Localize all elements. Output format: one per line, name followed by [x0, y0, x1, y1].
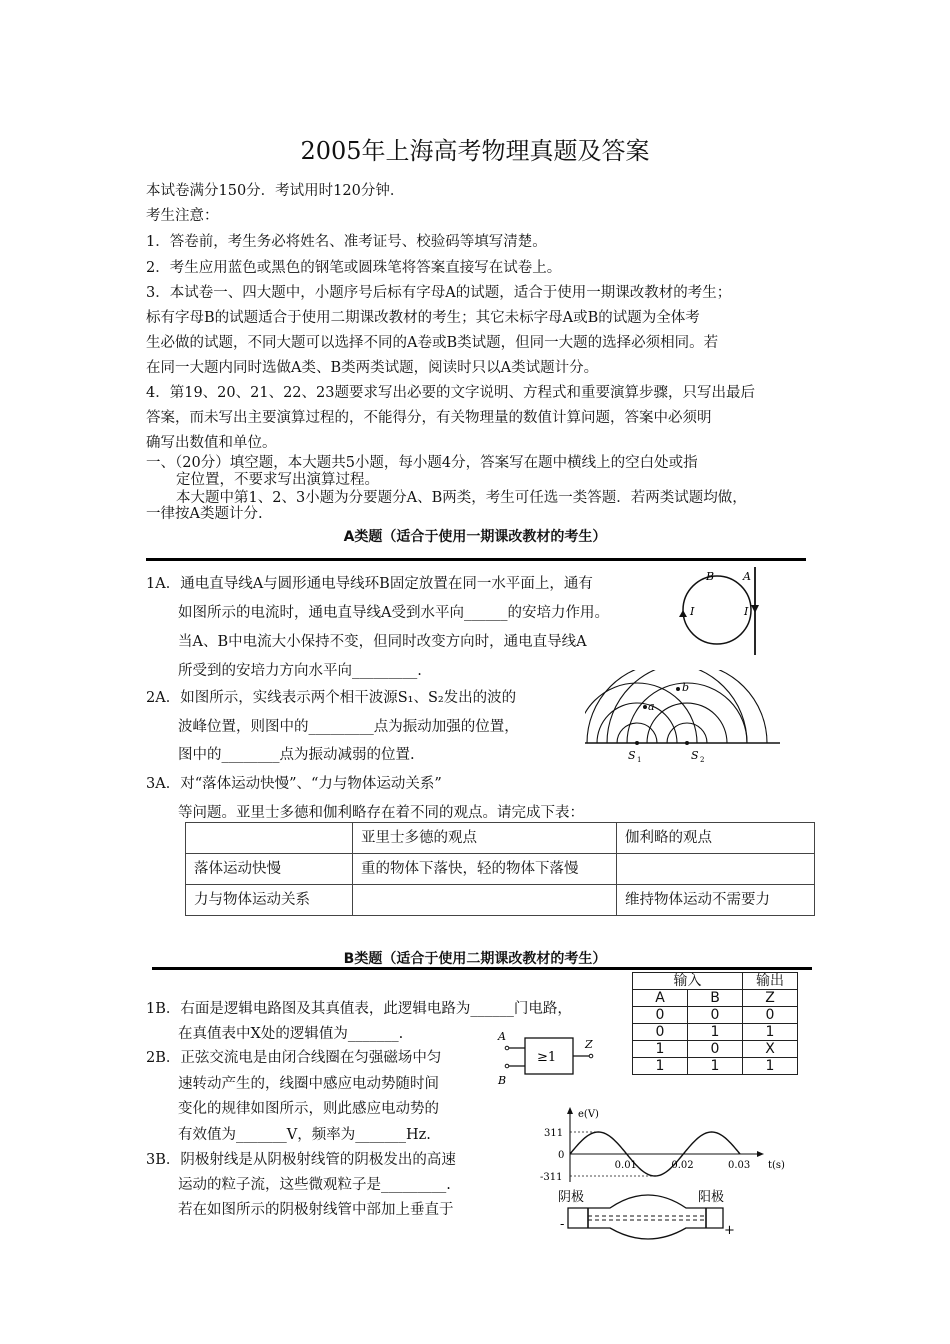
- q2b-line4: 有效值为_______V，频率为_______Hz.: [178, 1127, 431, 1143]
- gate-input-a: A: [498, 1030, 506, 1043]
- gate-symbol: ≥1: [537, 1050, 557, 1065]
- table-cell-aristotle-force-blank[interactable]: [353, 885, 617, 916]
- chart-y-axis-label: e(V): [578, 1109, 599, 1120]
- truth-col-b: B: [688, 990, 743, 1007]
- x-tick-label-1: 0.01: [614, 1160, 637, 1171]
- anode-plus-sign: +: [724, 1223, 735, 1238]
- section-a-heading: A类题（适合于使用一期课改教材的考生）: [343, 529, 607, 545]
- q2a-wave-figure: [585, 670, 780, 765]
- y-tick-label-max: 311: [544, 1128, 564, 1139]
- q2a-label-s1: S: [628, 749, 636, 762]
- gate-output-z: Z: [585, 1038, 593, 1051]
- table-cell: 0: [633, 1007, 688, 1024]
- part1-line1: 一、（20分）填空题，本大题共5小题，每小题4分，答案写在题中横线上的空白处或指: [146, 455, 698, 471]
- q3a-comparison-table: [185, 822, 815, 916]
- q1b-line1: 1B．右面是逻辑电路图及其真值表，此逻辑电路为______门电路，: [146, 1001, 572, 1017]
- q1a-label-a: A: [743, 570, 751, 583]
- notice-1: 1．答卷前，考生务必将姓名、准考证号、校验码等填写清楚。: [146, 234, 547, 250]
- table-cell-galileo-force: 维持物体运动不需要力: [617, 885, 815, 916]
- q2a-line2: 波峰位置，则图中的_________点为振动加强的位置，: [178, 719, 519, 735]
- y-tick-label-min: -311: [540, 1172, 563, 1183]
- x-tick-label-3: 0.03: [728, 1160, 751, 1171]
- ac-voltage-chart: [540, 1104, 790, 1186]
- table-cell: 1: [743, 1024, 798, 1041]
- table-cell: 1: [743, 1058, 798, 1075]
- notice-4a: 4．第19、20、21、22、23题要求写出必要的文字说明、方程式和重要演算步骤，只写出最后: [146, 385, 755, 401]
- q1a-label-i-wire: I: [744, 605, 749, 618]
- logic-gate-figure: [497, 1026, 609, 1090]
- part1-line2: 定位置，不要求写出演算过程。: [176, 472, 379, 488]
- table-cell: [186, 823, 353, 854]
- q3a-line2: 等问题。亚里士多德和伽利略存在着不同的观点。请完成下表：: [178, 805, 584, 821]
- table-cell: 1: [633, 1058, 688, 1075]
- table-cell-galileo-falling-blank[interactable]: [617, 854, 815, 885]
- section-b-rule: [152, 967, 812, 970]
- q1b-line2: 在真值表中X处的逻辑值为_______.: [178, 1026, 404, 1042]
- part1-line3: 本大题中第1、2、3小题为分要题分A、B两类，考生可任选一类答题．若两类试题均做，: [176, 490, 747, 506]
- intro-score: 本试卷满分150分．考试用时120分钟．: [146, 183, 405, 199]
- section-a-rule: [146, 558, 806, 561]
- table-cell: 1: [633, 1041, 688, 1058]
- table-row: [186, 854, 815, 885]
- q3b-line3: 若在如图所示的阴极射线管中部加上垂直于: [178, 1202, 454, 1218]
- notice-3b: 标有字母B的试题适合于使用二期课改教材的考生；其它未标字母A或B的试题为全体考: [146, 310, 700, 326]
- table-cell: 1: [688, 1058, 743, 1075]
- q2a-line1: 2A．如图所示，实线表示两个相干波源S₁、S₂发出的波的: [146, 690, 517, 706]
- table-cell: 0: [633, 1024, 688, 1041]
- q2a-label-s2: S: [691, 749, 699, 762]
- truth-col-a: A: [633, 990, 688, 1007]
- truth-col-z: Z: [743, 990, 798, 1007]
- notice-3c: 生必做的试题，不同大题可以选择不同的A卷或B类试题，但同一大题的选择必须相同。若: [146, 335, 719, 351]
- q3b-line2: 运动的粒子流，这些微观粒子是_________.: [178, 1177, 451, 1193]
- truth-output-head: 输出: [743, 973, 798, 990]
- y-tick-label-zero: 0: [558, 1150, 565, 1161]
- table-cell: 0: [688, 1007, 743, 1024]
- x-tick-label-2: 0.02: [671, 1160, 694, 1171]
- q2b-line3: 变化的规律如图所示，则此感应电动势的: [178, 1101, 439, 1117]
- table-cell: 1: [688, 1024, 743, 1041]
- q2a-line3: 图中的________点为振动减弱的位置.: [178, 747, 415, 763]
- q2a-label-a: a: [648, 700, 655, 713]
- truth-table: [632, 972, 798, 1075]
- q2a-label-b: b: [682, 681, 690, 694]
- q2b-line2: 速转动产生的，线圈中感应电动势随时间: [178, 1076, 439, 1092]
- q1a-line3: 当A、B中电流大小保持不变，但同时改变方向时，通电直导线A: [178, 634, 587, 650]
- q2a-label-s1-sub: 1: [637, 756, 642, 764]
- notice-4b: 答案，而未写出主要演算过程的，不能得分，有关物理量的数值计算问题，答案中必须明: [146, 410, 712, 426]
- part1-line4: 一律按A类题计分.: [146, 506, 263, 522]
- cathode-label: 阴极: [558, 1190, 585, 1205]
- gate-input-b: B: [498, 1074, 507, 1087]
- q1a-line4: 所受到的安培力方向水平向_________.: [178, 663, 422, 679]
- notice-3d: 在同一大题内同时选做A类、B类两类试题，阅读时只以A类试题计分。: [146, 360, 599, 376]
- section-b-heading: B类题（适合于使用二期课改教材的考生）: [343, 951, 607, 967]
- table-row: [633, 990, 798, 1007]
- table-row: [186, 823, 815, 854]
- table-cell: 0: [743, 1007, 798, 1024]
- table-row: [633, 1058, 798, 1075]
- table-row: [633, 1007, 798, 1024]
- table-row: [633, 1024, 798, 1041]
- table-cell: X: [743, 1041, 798, 1058]
- table-row: [186, 885, 815, 916]
- truth-input-head: 输入: [633, 973, 743, 990]
- table-row: [633, 973, 798, 990]
- table-cell-aristotle-falling: 重的物体下落快，轻的物体下落慢: [353, 854, 617, 885]
- notice-3a: 3．本试卷一、四大题中，小题序号后标有字母A的试题，适合于使用一期课改教材的考生；: [146, 285, 732, 301]
- table-header-galileo: 伽利略的观点: [617, 823, 815, 854]
- table-row: [633, 1041, 798, 1058]
- table-cell: 0: [688, 1041, 743, 1058]
- q3a-line1: 3A．对“落体运动快慢”、“力与物体运动关系”: [146, 776, 442, 792]
- cathode-ray-tube-figure: [548, 1186, 748, 1248]
- notice-2: 2．考生应用蓝色或黑色的钢笔或圆珠笔将答案直接写在试卷上。: [146, 260, 562, 276]
- page-title: 2005年上海高考物理真题及答案: [300, 137, 650, 165]
- chart-x-axis-label: t(s): [768, 1160, 785, 1171]
- notice-heading: 考生注意：: [146, 208, 219, 224]
- q1a-line1: 1A．通电直导线A与圆形通电导线环B固定放置在同一水平面上，通有: [146, 576, 593, 592]
- table-header-aristotle: 亚里士多德的观点: [353, 823, 617, 854]
- notice-4c: 确写出数值和单位。: [146, 435, 277, 451]
- q1a-label-i-ring: I: [690, 605, 695, 618]
- cathode-minus-sign: -: [560, 1217, 565, 1232]
- q1a-label-b: B: [706, 570, 715, 583]
- table-row-label-force: 力与物体运动关系: [186, 885, 353, 916]
- q1a-figure: [676, 563, 776, 659]
- q3b-line1: 3B．阴极射线是从阴极射线管的阴极发出的高速: [146, 1152, 456, 1168]
- q2a-label-s2-sub: 2: [700, 756, 705, 764]
- q2b-line1: 2B．正弦交流电是由闭合线圈在匀强磁场中匀: [146, 1050, 442, 1066]
- q1a-line2: 如图所示的电流时，通电直导线A受到水平向______的安培力作用。: [178, 605, 609, 621]
- anode-label: 阳极: [698, 1190, 725, 1205]
- table-row-label-falling: 落体运动快慢: [186, 854, 353, 885]
